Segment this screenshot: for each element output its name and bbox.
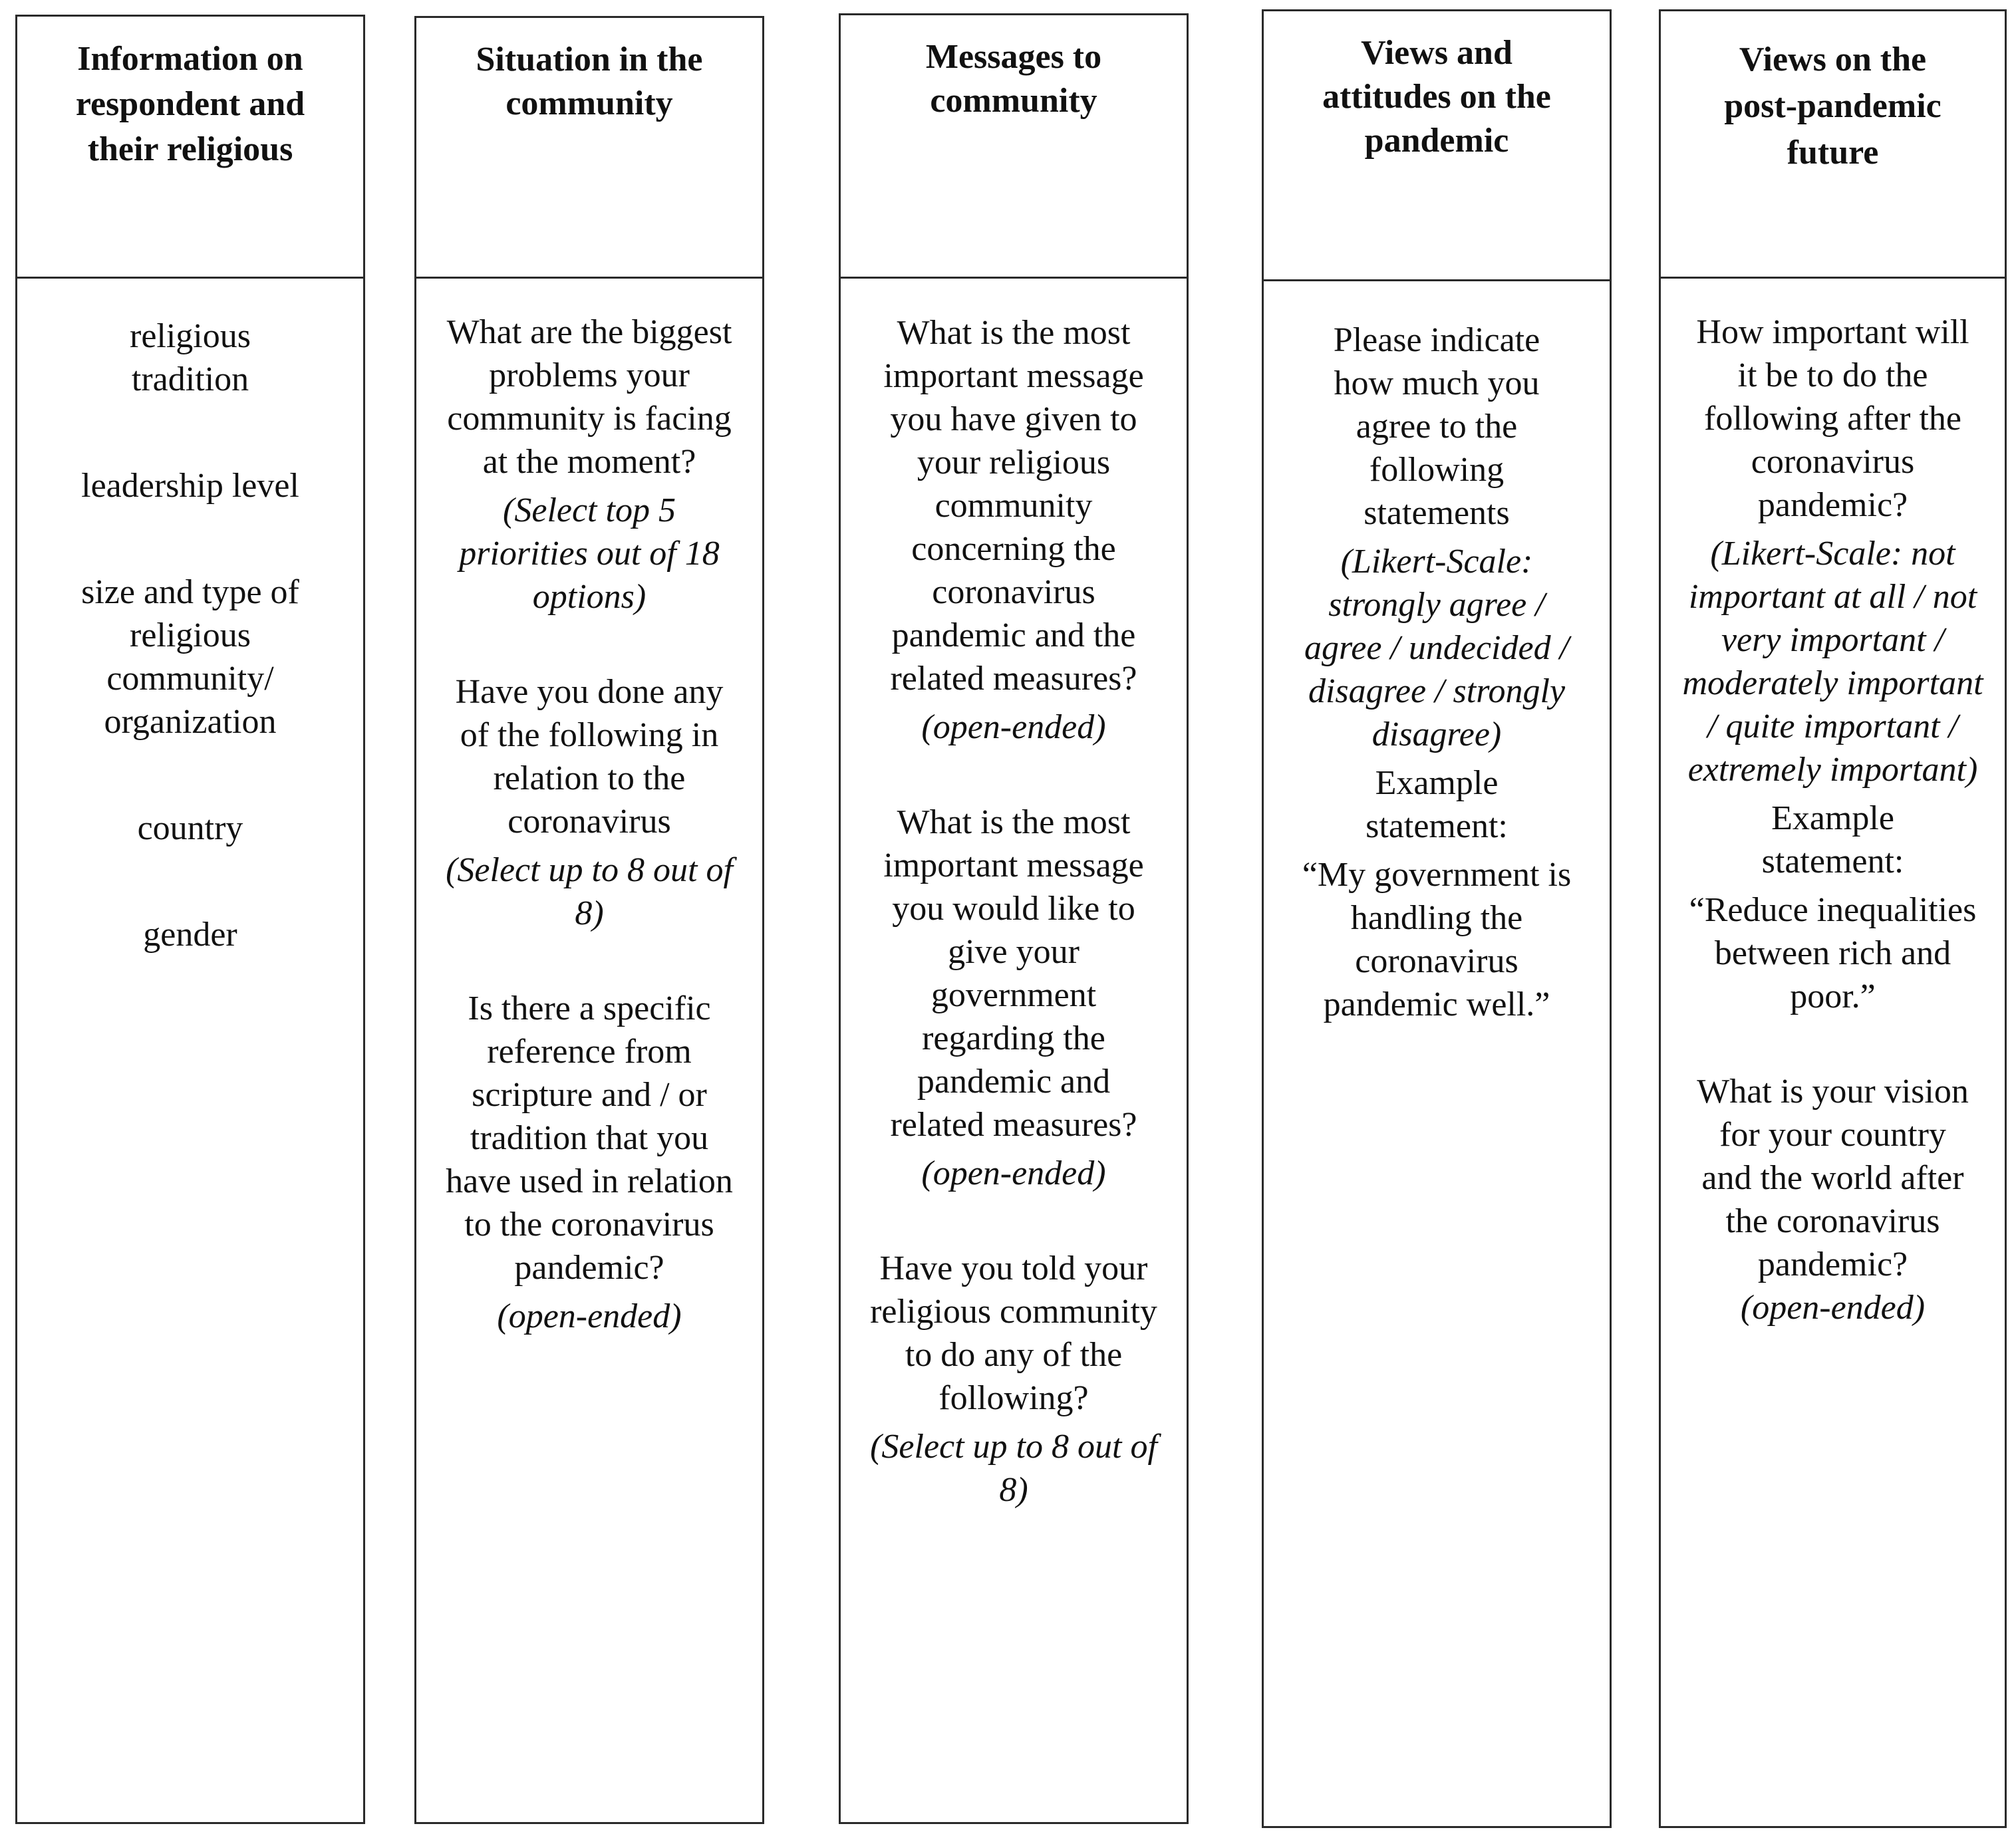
column-body (1661, 311, 2005, 1329)
question-text: Please indicate how much you agree to the following statements (1333, 321, 1540, 532)
header-divider (841, 277, 1187, 279)
list-item: leadership level (81, 467, 299, 505)
column-messages (839, 13, 1189, 1824)
question-note: (Select up to 8 out of 8) (870, 1428, 1157, 1509)
column-header: Information on respondent and their religious (75, 40, 305, 168)
question-note: (open-ended) (921, 708, 1106, 746)
column-respondent-info (15, 15, 365, 1824)
column-header: Situation in the community (476, 41, 703, 122)
question-text: Is there a specific reference from scripture and / or tradition that you have used in relation to the coronavirus pandemic? (446, 989, 733, 1287)
column-body (841, 311, 1187, 1512)
column-header: Views on the post-pandemic future (1724, 41, 1942, 172)
column-situation (414, 16, 764, 1824)
question-text: What is the most important message you would like to give your government regarding the pandemic and related measures? (883, 803, 1144, 1144)
list-item: size and type of religious community/ organization (81, 573, 299, 741)
list-item: religious tradition (130, 317, 251, 398)
question-text: How important will it be to do the following after the coronavirus pandemic? (1696, 313, 1969, 524)
question-text: What is the most important message you have given to your religious community concerning the coronavirus pandemic and the related measures? (883, 314, 1144, 698)
column-body (17, 315, 363, 956)
header-divider (17, 277, 363, 279)
column-body (416, 311, 762, 1338)
example-statement: “Reduce inequalities between rich and poor.” (1689, 891, 1977, 1015)
question-note: (Select up to 8 out of 8) (446, 851, 733, 932)
column-header: Views and attitudes on the pandemic (1322, 34, 1551, 160)
question-text: What is your vision for your country and the world after the coronavirus pandemic? (1697, 1073, 1969, 1283)
question-note: (Select top 5 priorities out of 18 options) (459, 491, 720, 616)
column-pandemic-views (1262, 9, 1612, 1828)
column-body (1264, 319, 1610, 1026)
question-text: Have you told your religious community to do any of the following? (870, 1250, 1157, 1417)
example-label: Example statement: (1366, 764, 1508, 845)
question-note: (Likert-Scale: strongly agree / agree / undecided / disagree / strongly disagree) (1304, 543, 1570, 753)
list-item: gender (143, 916, 237, 954)
column-post-pandemic (1659, 9, 2007, 1828)
header-divider (416, 277, 762, 279)
column-header: Messages to community (925, 38, 1102, 120)
example-label: Example statement: (1761, 799, 1904, 880)
example-statement: “My government is handling the coronavirus pandemic well.” (1302, 856, 1572, 1023)
question-text: Have you done any of the following in relation to the coronavirus (455, 673, 724, 841)
question-note: (Likert-Scale: not important at all / not very important / moderately important / quite important / extremely important) (1682, 535, 1983, 789)
header-divider (1661, 277, 2005, 279)
question-note: (open-ended) (1740, 1289, 1926, 1327)
question-note: (open-ended) (497, 1297, 682, 1335)
question-note: (open-ended) (921, 1154, 1106, 1192)
question-text: What are the biggest problems your community is facing at the moment? (446, 313, 732, 481)
list-item: country (137, 809, 243, 847)
header-divider (1264, 279, 1610, 281)
